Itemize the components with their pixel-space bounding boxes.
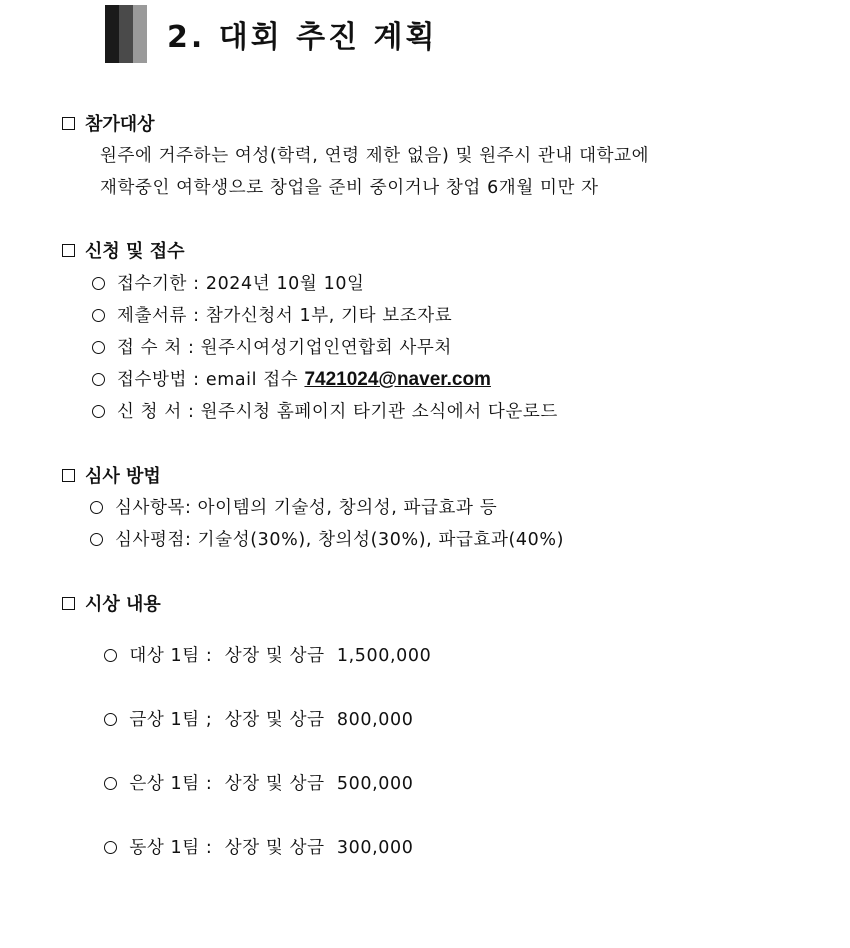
participants-line-2: 재학중인 여학생으로 창업을 준비 중이거나 창업 6개월 미만 자 (100, 178, 599, 198)
bar-light (133, 5, 147, 63)
title-decoration-bars (105, 5, 147, 63)
circle-bullet-icon (92, 373, 105, 386)
item-text: 은상 1팀 : 상장 및 상금 500,000 (129, 774, 414, 794)
section-application-heading (62, 237, 184, 263)
item-text: 심사항목: 아이템의 기술성, 창의성, 파급효과 등 (115, 498, 498, 518)
application-method-item (92, 366, 491, 391)
method-text: 접수방법 : email 접수 (117, 370, 305, 390)
application-item (92, 398, 558, 423)
circle-bullet-icon (92, 405, 105, 418)
circle-bullet-icon (92, 341, 105, 354)
circle-bullet-icon (92, 309, 105, 322)
application-item (92, 270, 365, 295)
section-heading-text: 시상 내용 (85, 594, 161, 615)
item-text: 접 수 처 : 원주시여성기업인연합회 사무처 (117, 338, 452, 358)
page-title: 2. 대회 추진 계획 (167, 20, 438, 55)
bar-dark (105, 5, 119, 63)
award-item (92, 686, 413, 731)
section-awards-heading (62, 590, 161, 616)
item-text: 신 청 서 : 원주시청 홈페이지 타기관 소식에서 다운로드 (117, 402, 558, 422)
award-item (92, 622, 431, 667)
circle-bullet-icon (90, 533, 103, 546)
item-text: 대상 1팀 : 상장 및 상금 1,500,000 (129, 646, 432, 666)
review-item (90, 526, 564, 551)
circle-bullet-icon (104, 841, 117, 854)
checkbox-square-icon (62, 469, 75, 482)
section-heading-text: 참가대상 (85, 114, 155, 135)
award-item (92, 814, 413, 859)
item-text: 제출서류 : 참가신청서 1부, 기타 보조자료 (117, 306, 453, 326)
application-item (92, 302, 452, 327)
checkbox-square-icon (62, 244, 75, 257)
circle-bullet-icon (92, 277, 105, 290)
section-heading-text: 신청 및 접수 (85, 241, 185, 262)
checkbox-square-icon (62, 117, 75, 130)
circle-bullet-icon (104, 713, 117, 726)
section-participants-heading (62, 110, 155, 136)
item-text: 접수기한 : 2024년 10월 10일 (117, 274, 365, 294)
award-item (92, 750, 413, 795)
circle-bullet-icon (104, 649, 117, 662)
checkbox-square-icon (62, 597, 75, 610)
section-heading-text: 심사 방법 (85, 466, 161, 487)
section-review-heading (62, 462, 161, 488)
circle-bullet-icon (90, 501, 103, 514)
review-item (90, 494, 497, 519)
title-block (105, 5, 437, 63)
application-item (92, 334, 452, 359)
participants-line-1: 원주에 거주하는 여성(학력, 연령 제한 없음) 및 원주시 관내 대학교에 (100, 146, 650, 166)
item-text: 심사평점: 기술성(30%), 창의성(30%), 파급효과(40%) (115, 530, 565, 550)
item-text: 금상 1팀 ; 상장 및 상금 800,000 (129, 710, 414, 730)
item-text: 동상 1팀 : 상장 및 상금 300,000 (129, 838, 414, 858)
circle-bullet-icon (104, 777, 117, 790)
bar-medium (119, 5, 133, 63)
email-link[interactable]: 7421024@naver.com (304, 369, 491, 390)
